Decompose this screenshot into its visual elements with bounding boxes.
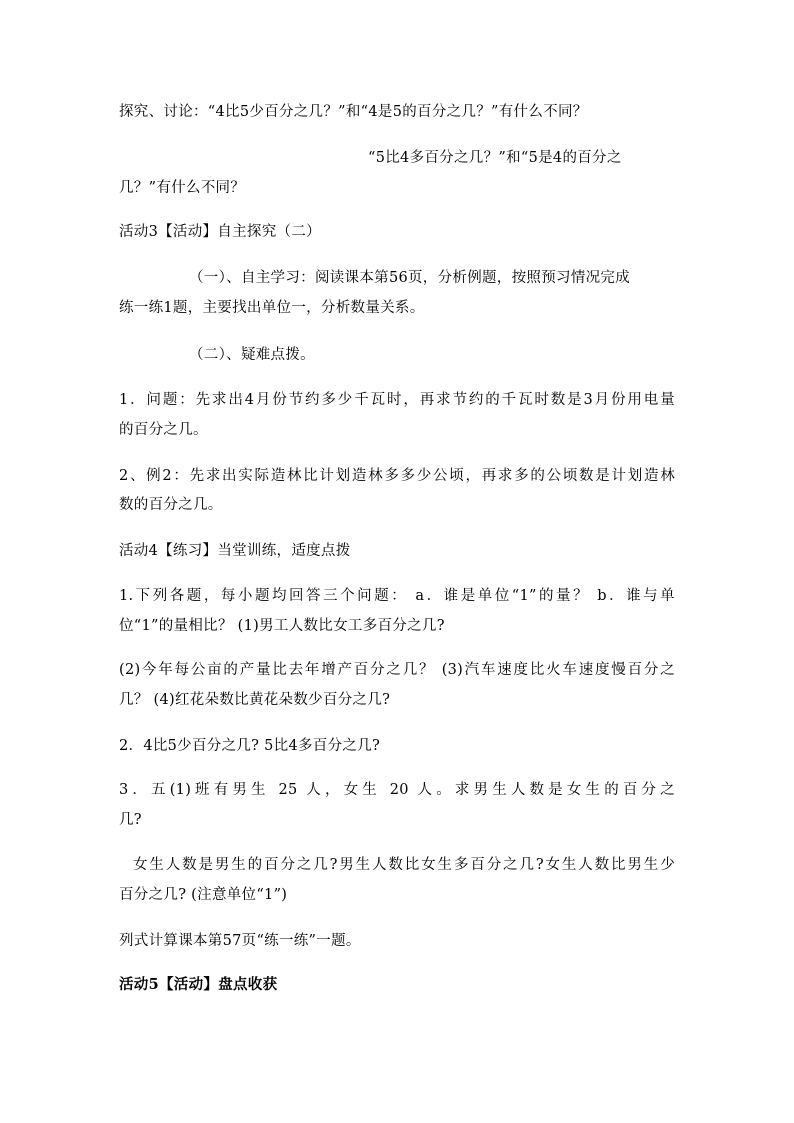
exercise-3: 3．五(1)班有男生 25 人，女生 20 人。求男生人数是女生的百分之 — [119, 782, 675, 798]
exercise-1-sub-cont: 几？ (4)红花朵数比黄花朵数少百分之几? — [119, 692, 391, 708]
item-1-problem-cont: 的百分之几。 — [119, 422, 208, 438]
exercise-1: 1.下列各题，每小题均回答三个问题： a．谁是单位“1”的量？ b．谁与单 — [119, 588, 675, 604]
exercise-1-cont: 位“1”的量相比？ (1)男工人数比女工多百分之几? — [119, 618, 445, 634]
example-2-cont: 数的百分之几。 — [119, 497, 223, 513]
textbook-exercise: 列式计算课本第57页“练一练”一题。 — [119, 933, 361, 949]
activity-5-heading: 活动5【活动】盘点收获 — [119, 976, 278, 993]
discussion-question-2-cont: 几？”有什么不同？ — [119, 180, 246, 196]
exercise-3-followup-cont: 百分之几? (注意单位“1”) — [119, 887, 288, 903]
item-1-problem: 1．问题：先求出4月份节约多少千瓦时，再求节约的千瓦时数是3月份用电量 — [119, 392, 675, 408]
activity-3-heading: 活动3【活动】自主探究（二） — [119, 224, 321, 240]
difficulty-heading: （二）、疑难点拨。 — [189, 347, 315, 363]
self-study-paragraph-cont: 练一练1题，主要找出单位一，分析数量关系。 — [119, 300, 425, 316]
example-2: 2、例2：先求出实际造林比计划造林多多少公顷，再求多的公顷数是计划造林 — [119, 468, 675, 484]
exercise-3-cont: 几? — [119, 812, 142, 828]
self-study-paragraph: （一）、自主学习：阅读课本第56页，分析例题，按照预习情况完成 — [189, 270, 630, 286]
exercise-1-sub: (2)今年每公亩的产量比去年增产百分之几？ (3)汽车速度比火车速度慢百分之 — [119, 662, 675, 678]
exercise-2: 2．4比5少百分之几? 5比4多百分之几? — [119, 738, 381, 754]
discussion-question-2: “5比4多百分之几？”和“5是4的百分之 — [368, 150, 622, 166]
discussion-question: 探究、讨论：“4比5少百分之几？”和“4是5的百分之几？”有什么不同？ — [119, 104, 588, 120]
activity-4-heading: 活动4【练习】当堂训练，适度点拨 — [119, 543, 351, 559]
exercise-3-followup: 女生人数是男生的百分之几?男生人数比女生多百分之几?女生人数比男生少 — [133, 857, 675, 873]
